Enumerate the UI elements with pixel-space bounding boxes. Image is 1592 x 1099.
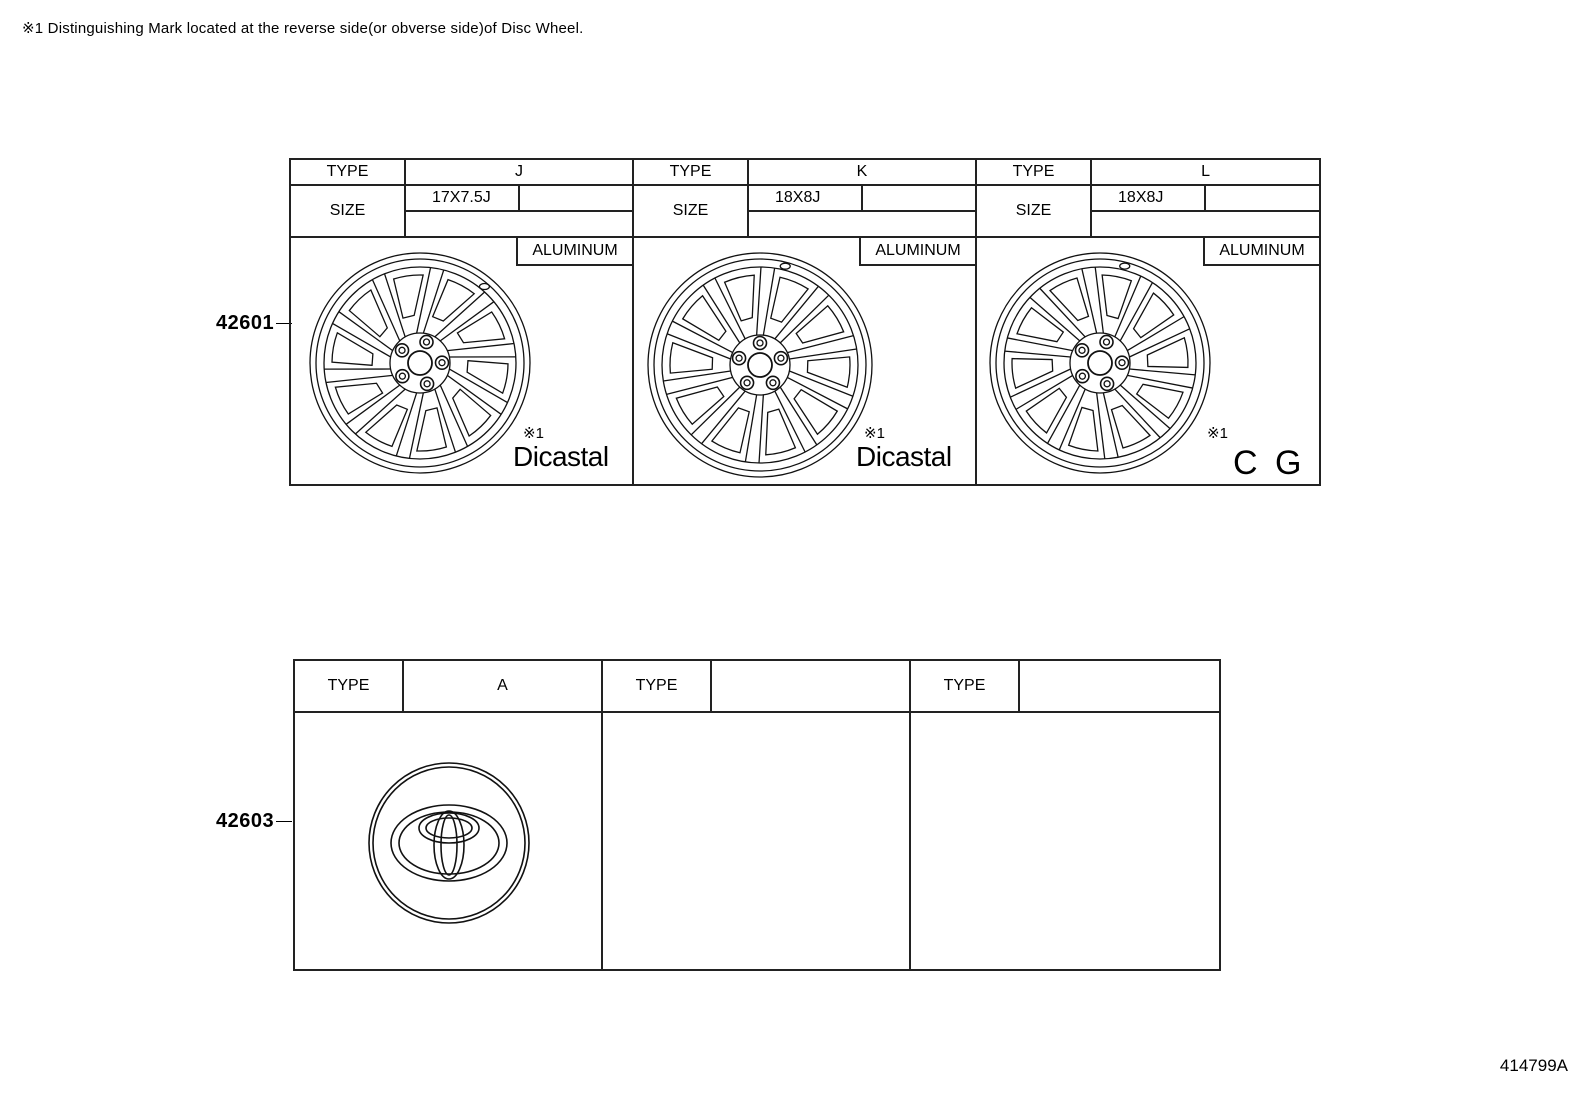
cap-type-label-2: TYPE: [602, 660, 711, 712]
cap-type-label-a: TYPE: [294, 660, 403, 712]
illustration-number: 414799A: [1499, 1056, 1568, 1075]
cap-type-value-3: [1019, 660, 1220, 712]
size-label-j: SIZE: [290, 185, 405, 237]
cap-panel-a: [294, 712, 602, 970]
size-value-l: 18X8J: [1091, 185, 1205, 211]
alloy-wheel-l-drawing: [987, 250, 1213, 476]
wheel-panel-j: [290, 237, 633, 485]
size-label-l: SIZE: [976, 185, 1091, 237]
size-blank-k: [862, 185, 976, 211]
wheel-panel-k: [633, 237, 976, 485]
toyota-emblem-cap-drawing: [365, 759, 533, 927]
part-number-text: 42601: [216, 312, 275, 334]
size-value-k: 18X8J: [748, 185, 862, 211]
type-value-k: K: [748, 159, 976, 185]
brand-mark-j: Dicastal: [513, 441, 609, 472]
material-j: ALUMINUM: [516, 236, 634, 266]
size-value-j: 17X7.5J: [405, 185, 519, 211]
type-label-k: TYPE: [633, 159, 748, 185]
brand-mark-k: Dicastal: [856, 441, 952, 472]
size-blank-j: [519, 185, 633, 211]
cap-type-value-a: A: [403, 660, 602, 712]
cap-types-table: [293, 659, 1221, 971]
size-row2-k: [748, 211, 976, 237]
size-row2-l: [1091, 211, 1320, 237]
type-label-j: TYPE: [290, 159, 405, 185]
part-number-42603: [216, 810, 292, 833]
cap-panel-2: [602, 712, 910, 970]
wheel-panel-l: [976, 237, 1320, 485]
type-label-l: TYPE: [976, 159, 1091, 185]
size-blank-l: [1205, 185, 1320, 211]
part-number-text: 42603: [216, 810, 275, 832]
material-k: ALUMINUM: [859, 236, 977, 266]
cap-panel-3: [910, 712, 1220, 970]
distinguishing-mark-note: ※1 Distinguishing Mark located at the reverse side(or obverse side)of Disc Wheel.: [22, 20, 584, 37]
material-l: ALUMINUM: [1203, 236, 1321, 266]
alloy-wheel-k-drawing: [645, 250, 875, 480]
size-row2-j: [405, 211, 633, 237]
mark-note-l: ※1: [1207, 425, 1228, 442]
type-value-l: L: [1091, 159, 1320, 185]
size-label-k: SIZE: [633, 185, 748, 237]
mark-note-j: ※1: [523, 425, 544, 442]
type-value-j: J: [405, 159, 633, 185]
cap-type-value-2: [711, 660, 910, 712]
cap-type-label-3: TYPE: [910, 660, 1019, 712]
alloy-wheel-j-drawing: [307, 250, 533, 476]
wheel-types-table: [289, 158, 1321, 486]
mark-note-k: ※1: [864, 425, 885, 442]
brand-mark-l: C G: [1233, 444, 1306, 482]
part-number-42601: [216, 312, 292, 335]
